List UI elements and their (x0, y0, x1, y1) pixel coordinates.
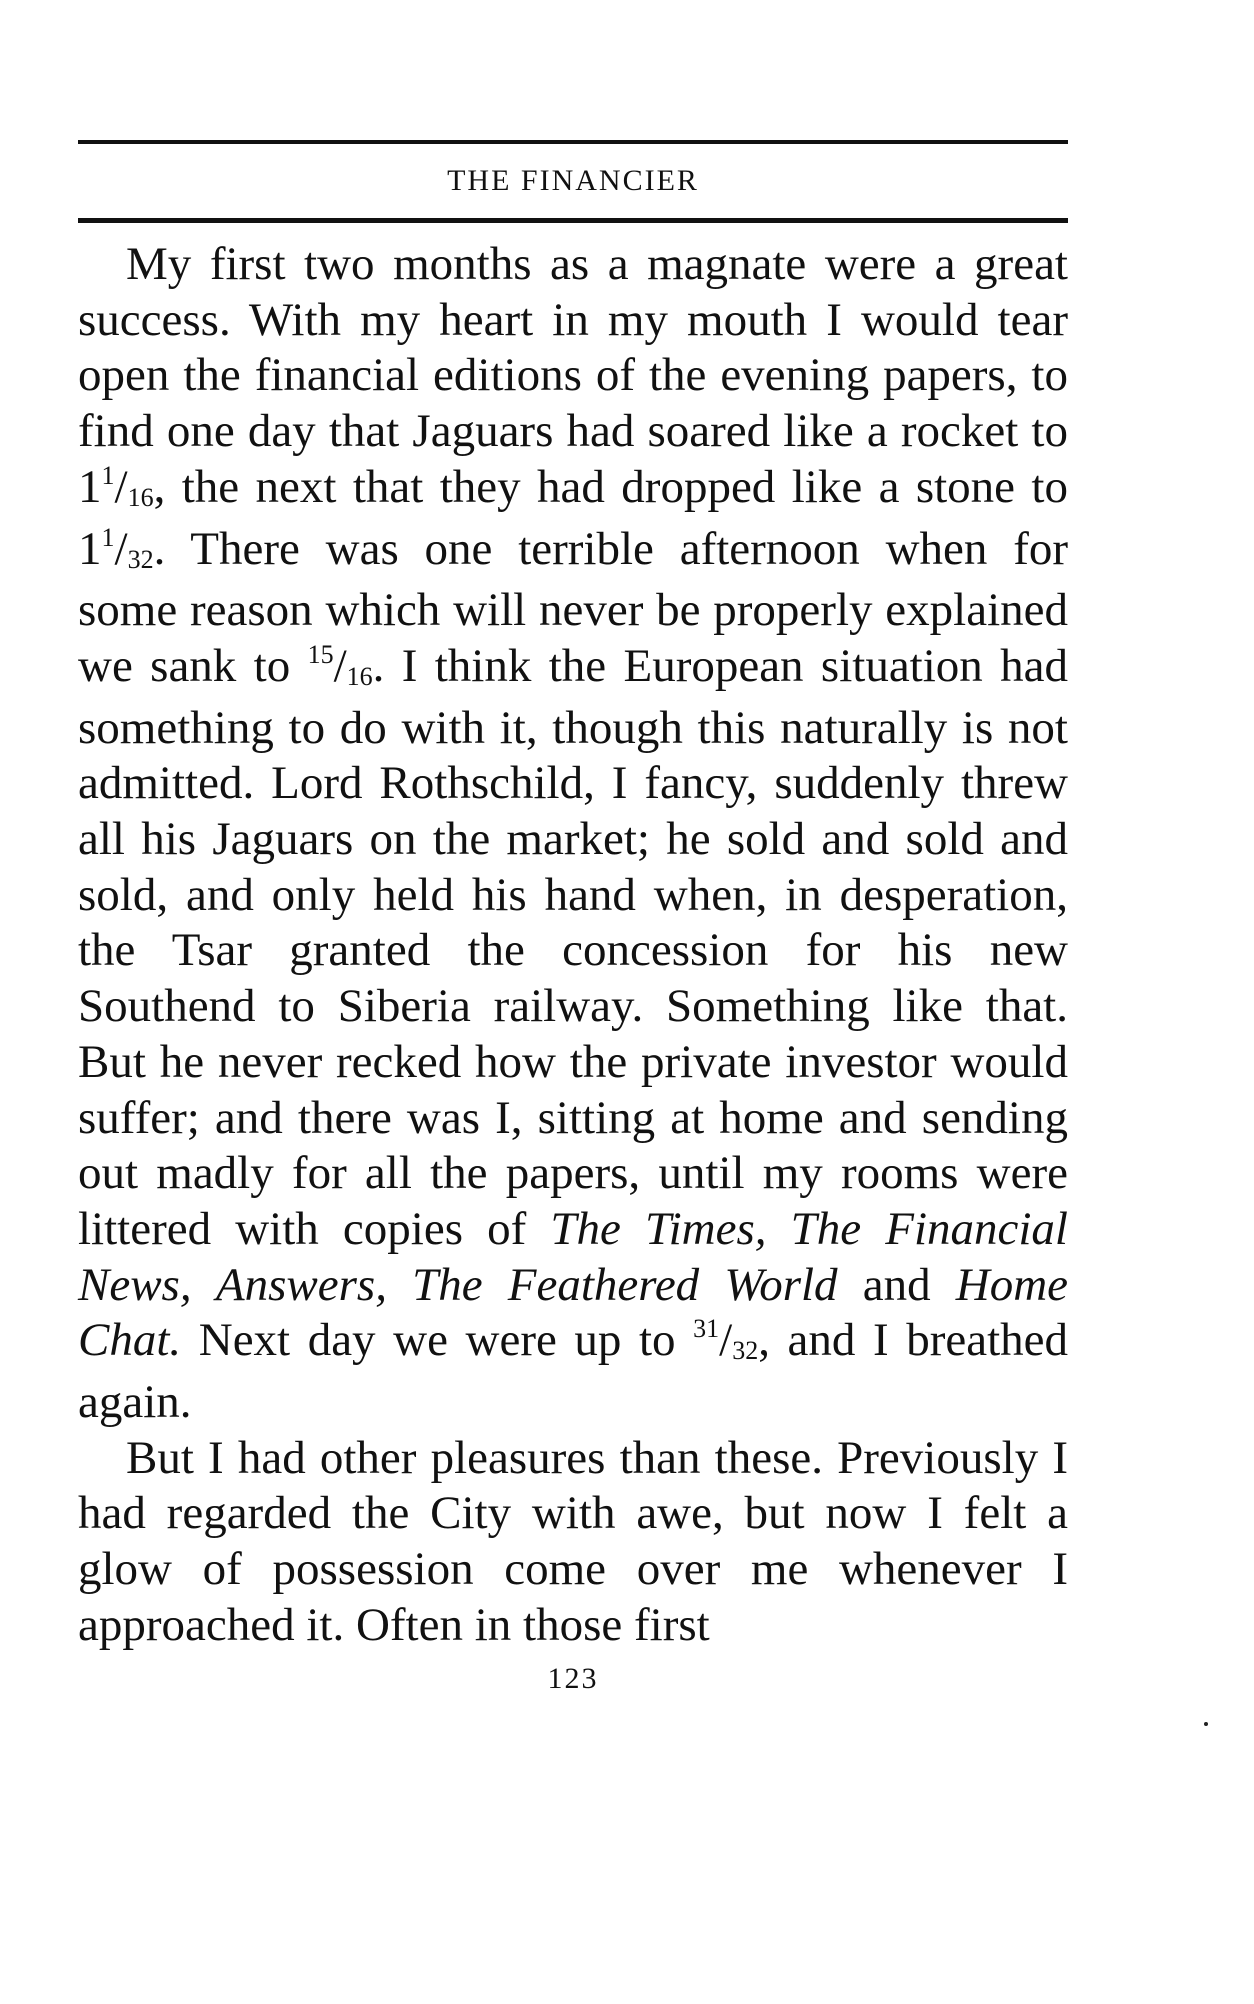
text-run: My first two months as a magnate were a great success. With my heart in my mouth I would tear open the financial editions of the evening papers, to find one day that Jaguars had soared like a rocket to 1 (78, 238, 1068, 513)
italic-titles: The Times, The Financial News, Answers, The Feathered World (78, 1202, 1068, 1311)
paragraph-2: But I had other pleasures than these. Previously I had regarded the City with awe, but now I felt a glow of possession come over me whenever I approached it. Often in those first (78, 1431, 1068, 1651)
text-run: and (837, 1258, 956, 1311)
header-rule-top (78, 140, 1068, 144)
fraction-denominator: 16 (127, 482, 154, 512)
fraction-denominator: 32 (732, 1336, 759, 1366)
book-page (78, 140, 1068, 1696)
fraction-numerator: 15 (307, 639, 334, 669)
fraction-numerator: 1 (101, 460, 115, 490)
fraction-denominator: 32 (127, 544, 154, 574)
fraction-numerator: 31 (693, 1314, 720, 1344)
text-run: , and I breathed again. (78, 1314, 1068, 1429)
text-run: , the next that they had dropped like a stone to 1 (78, 460, 1068, 575)
text-run: Next day we were up to (181, 1314, 694, 1367)
paragraph-1: My first two months as a magnate were a great success. With my heart in my mouth I would tear open the financial editions of the evening papers, to find one day that Jaguars had soared like a rocket to $1^1/16$, the next that they had dropped like a stone to $1^1/32$. There was one terrible afternoon when for some reason which will never be properly explained we sank to $^{15}$/16. I think the European situation had something to do with it, though this naturally is not admitted. Lord Rothschild, I fancy, suddenly threw all his Jaguars on the market; he sold and sold and sold, and only held his hand when, in desperation, the Tsar granted the concession for his new Southend to Siberia railway. Something like that. But he never recked how the private investor would suffer; and there was I, sitting at home and sending out madly for all the papers, until my rooms were littered with copies of The Times, The Financial News, Answers, The Feathered World and Home Chat. Next day we were up to $^{31}$/32, and I breathed again. (78, 238, 1069, 1429)
text-run: . There was one terrible afternoon when for some reason which will never be properly explained we sank to (78, 522, 1068, 692)
header-rule-bottom (78, 218, 1068, 223)
fraction-numerator: 1 (101, 522, 115, 552)
body-text (78, 237, 1068, 1654)
page-number: 123 (547, 1661, 599, 1695)
stray-mark (1204, 1722, 1208, 1726)
italic-title: Home Chat. (78, 1258, 1068, 1367)
text-run: . I think the European situation had something to do with it, though this naturally is not admitted. Lord Rothschild, I fancy, suddenly threw all his Jaguars on the market; he sold and sold and sold, and only held his hand when, in desperation, the Tsar granted the concession for his new Southend to Siberia railway. Something like that. But he never recked how the private investor would suffer; and there was I, sitting at home and sending out madly for all the papers, until my rooms were littered with copies of (78, 639, 1069, 1255)
running-title: THE FINANCIER (447, 164, 699, 197)
fraction-denominator: 16 (346, 661, 373, 691)
